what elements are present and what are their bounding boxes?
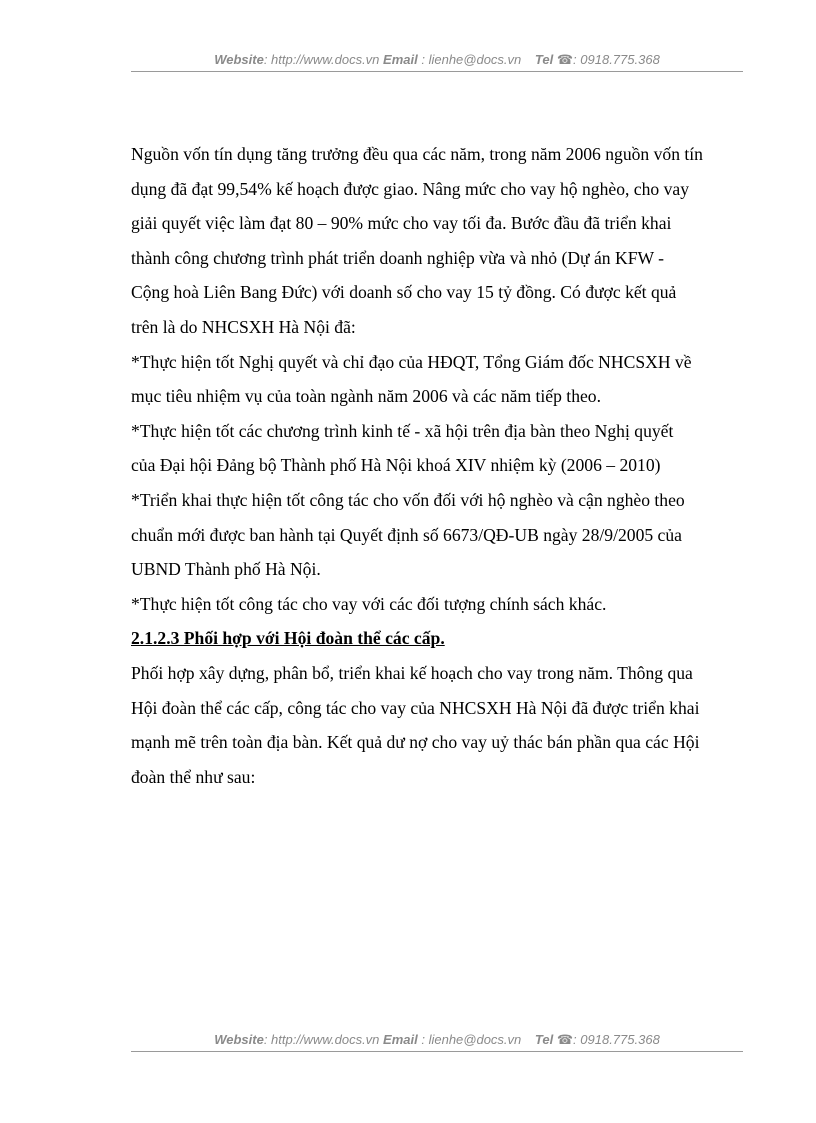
header-website-label: Website [214, 52, 264, 67]
header-tel-value: : 0918.775.368 [573, 52, 660, 67]
body-line: giải quyết việc làm đạt 80 – 90% mức cho vay tối đa. Bước đầu đã triển khai [131, 213, 672, 234]
body-line: *Thực hiện tốt công tác cho vay với các đối tượng chính sách khác. [131, 593, 607, 614]
footer-website-label: Website [214, 1032, 264, 1047]
header-email-value: : lienhe@docs.vn [421, 52, 522, 67]
body-line: mạnh mẽ trên toàn địa bàn. Kết quả dư nợ cho vay uỷ thác bán phần qua các Hội [131, 732, 700, 753]
phone-icon: ☎ [556, 52, 574, 67]
header-email-label: Email [383, 52, 418, 67]
footer-tel-value: : 0918.775.368 [573, 1032, 660, 1047]
body-line: *Triển khai thực hiện tốt công tác cho vốn đối với hộ nghèo và cận nghèo theo [131, 489, 685, 510]
header-rule [131, 71, 743, 72]
footer-website-value: : http://www.docs.vn [263, 1032, 380, 1047]
body-line: Nguồn vốn tín dụng tăng trưởng đều qua các năm, trong năm 2006 nguồn vốn tín [131, 144, 703, 164]
body-line: UBND Thành phố Hà Nội. [131, 559, 321, 580]
footer-tel-label: Tel [534, 1032, 554, 1047]
body-line: Hội đoàn thể các cấp, công tác cho vay của NHCSXH Hà Nội đã được triển khai [131, 697, 700, 718]
page-header [131, 52, 743, 68]
body-line: của Đại hội Đảng bộ Thành phố Hà Nội khoá XIV nhiệm kỳ (2006 – 2010) [131, 455, 661, 476]
body-line: đoàn thể như sau: [131, 766, 256, 787]
footer-email-value: : lienhe@docs.vn [421, 1032, 522, 1047]
body-line: dụng đã đạt 99,54% kế hoạch được giao. Nâng mức cho vay hộ nghèo, cho vay [131, 178, 689, 199]
body-line: *Thực hiện tốt các chương trình kinh tế - xã hội trên địa bàn theo Nghị quyết [131, 420, 674, 441]
header-website-value: : http://www.docs.vn [263, 52, 380, 67]
body-line: mục tiêu nhiệm vụ của toàn ngành năm 2006 và các năm tiếp theo. [131, 386, 601, 407]
document-body [131, 137, 743, 794]
section-heading: 2.1.2.3 Phối hợp với Hội đoàn thể các cấp. [131, 628, 445, 649]
body-line: Phối hợp xây dựng, phân bổ, triển khai kế hoạch cho vay trong năm. Thông qua [131, 662, 693, 683]
footer-rule [131, 1051, 743, 1052]
page-footer [131, 1032, 743, 1048]
footer-email-label: Email [383, 1032, 418, 1047]
body-line: *Thực hiện tốt Nghị quyết và chỉ đạo của HĐQT, Tổng Giám đốc NHCSXH về [131, 351, 692, 372]
header-tel-label: Tel [534, 52, 554, 67]
body-line: thành công chương trình phát triển doanh nghiệp vừa và nhỏ (Dự án KFW - [131, 247, 665, 268]
body-line: trên là do NHCSXH Hà Nội đã: [131, 316, 356, 337]
body-line: chuẩn mới được ban hành tại Quyết định số 6673/QĐ-UB ngày 28/9/2005 của [131, 524, 682, 545]
body-line: Cộng hoà Liên Bang Đức) với doanh số cho vay 15 tỷ đồng. Có được kết quả [131, 282, 677, 303]
phone-icon: ☎ [556, 1032, 574, 1047]
